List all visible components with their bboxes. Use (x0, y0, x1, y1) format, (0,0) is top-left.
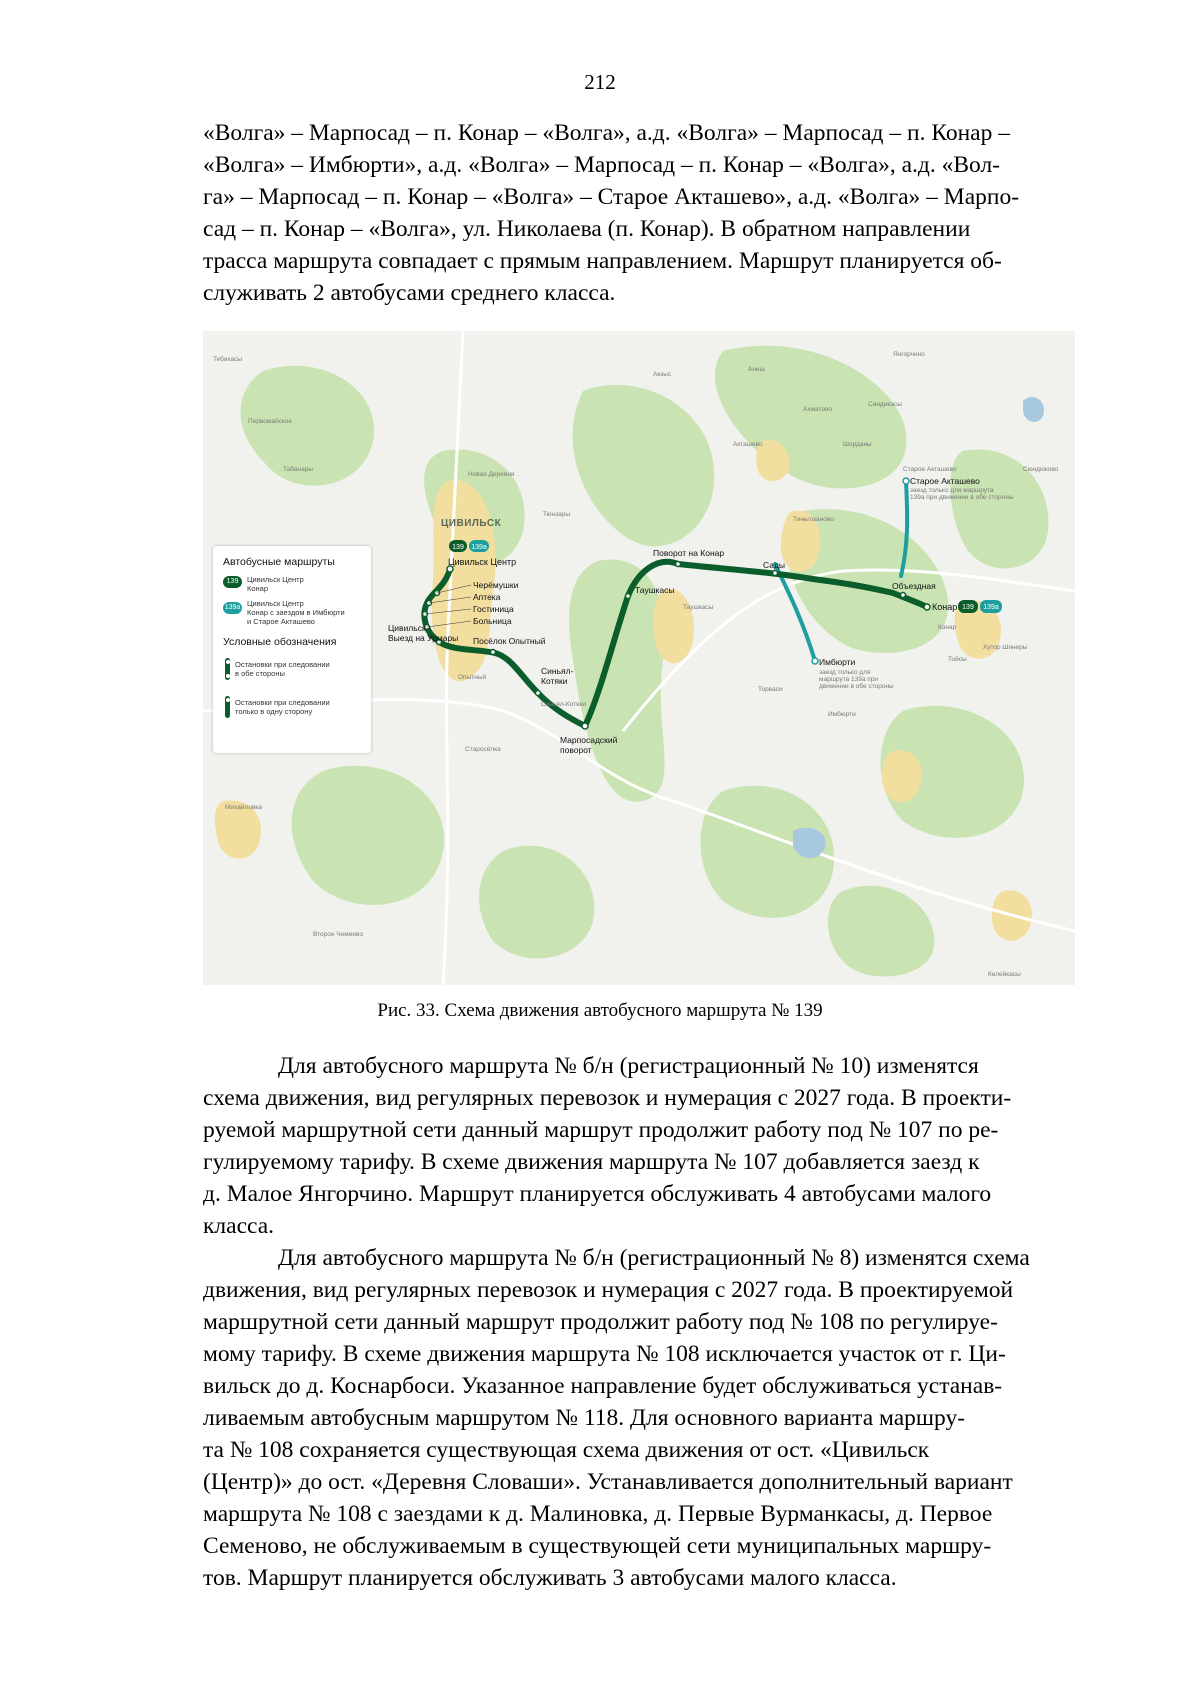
text-line: «Волга» – Имбюрти», а.д. «Волга» – Марпосад – п. Конар – «Волга», а.д. «Вол- (203, 152, 1000, 178)
stop-label-posyolok-opytny: Посёлок Опытный (473, 636, 546, 646)
village-label: Тойсы (948, 656, 967, 663)
village-label: Старое Акташево (903, 466, 957, 473)
map-legend (213, 546, 371, 753)
village-label: Первомайское (248, 418, 293, 425)
note-staroe-2: 139а при движении в обе стороны (910, 494, 1014, 501)
text-line: Для автобусного маршрута № б/н (регистрационный № 10) изменятся (278, 1053, 979, 1079)
village-label: Старосёлка (465, 746, 501, 753)
legend-text-line: и Старое Акташево (247, 617, 315, 626)
route-map (203, 331, 1075, 985)
text-line: класса. (203, 1213, 275, 1239)
city-label: ЦИВИЛЬСК (441, 518, 502, 529)
village-label: Келейкасы (988, 971, 1021, 978)
stop-label-vyezd-1: Цивильск– (388, 623, 431, 633)
text-line: «Волга» – Марпосад – п. Конар – «Волга», а.д. «Волга» – Марпосад – п. Конар – (203, 120, 1010, 146)
stop-label-obezdnaya: Объездная (892, 581, 936, 591)
stop-label-sady: Сады (763, 560, 786, 570)
legend-route-139-text (247, 575, 367, 593)
stop-dot-icon (226, 698, 230, 702)
stop-marker (812, 658, 818, 664)
text-line: Семеново, не обслуживаемым в существующей сети муниципальных маршру- (203, 1533, 992, 1559)
stop-marker (582, 723, 588, 729)
stop-dot-icon (226, 660, 230, 664)
village-label: Имбюрти (828, 711, 856, 718)
badge-139-text: 139 (452, 544, 464, 551)
text-line: движения, вид регулярных перевозок и нумерация с 2027 года. В проектируемой (203, 1277, 1014, 1303)
page-number: 212 (584, 70, 616, 94)
legend-symbols-title: Условные обозначения (223, 636, 337, 648)
text-line: схема движения, вид регулярных перевозок и нумерация с 2027 года. В проекти- (203, 1085, 1012, 1111)
stop-label-vyezd-2: Выезд на Урмары (388, 633, 459, 643)
village-label: Таушкасы (683, 604, 714, 611)
paragraph-route-139-continued (203, 117, 1123, 309)
stop-label-taushkasy: Таушкасы (635, 585, 675, 595)
stop-label-staroe-aktashevo: Старое Акташево (910, 476, 980, 486)
text-line: сад – п. Конар – «Волга», ул. Николаева (п. Конар). В обратном направлении (203, 216, 971, 242)
note-imbyurti-3: движении в обе стороны (819, 683, 894, 690)
stop-marker (901, 593, 906, 598)
village-label: Хутор Шинеры (983, 644, 1028, 651)
text-line: маршрутной сети данный маршрут продолжит работу под № 108 по регулируе- (203, 1309, 998, 1335)
legend-text-line: Цивильск Центр (247, 599, 304, 608)
badge-139a-end-text: 139а (983, 604, 999, 611)
stop-marker (773, 571, 778, 576)
legend-route-139a-text (247, 599, 367, 626)
legend-text-line: Конар (247, 584, 269, 593)
stop-label-tsivilsk-center: Цивильск Центр (448, 557, 517, 567)
village-label: Аниш (748, 366, 765, 373)
legend-stop-one-text (235, 698, 365, 716)
village-label: Опытный (458, 674, 487, 681)
village-label: Михайловка (225, 804, 263, 811)
legend-badge-139a: 139а (223, 602, 242, 614)
text-line: ливаемым автобусным маршрутом № 118. Для основного варианта маршру- (203, 1405, 966, 1431)
legend-text-line: Остановки при следовании (235, 660, 330, 669)
text-line: тов. Маршрут планируется обслуживать 3 автобусами малого класса. (203, 1565, 897, 1591)
village-label: Новая Деревня (468, 471, 515, 478)
text-line: та № 108 сохраняется существующая схема движения от ост. «Цивильск (203, 1437, 930, 1463)
stop-marker (676, 562, 681, 567)
village-label: Торваси (758, 686, 783, 693)
village-label: Тюнзары (543, 511, 571, 518)
text-line: д. Малое Янгорчино. Маршрут планируется обслуживать 4 автобусами малого (203, 1181, 992, 1207)
village-label: Ахматово (803, 406, 833, 413)
stop-label-gostinitsa: Гостиница (473, 604, 514, 614)
stop-both-icon (225, 658, 230, 680)
village-label: Шорданы (843, 441, 872, 448)
stop-label-marposad-1: Марпосадский (560, 735, 618, 745)
village-label: Акзыс (653, 371, 672, 378)
stop-label-povorot-konar: Поворот на Конар (653, 548, 725, 558)
text-line: га» – Марпосад – п. Конар – «Волга» – Старое Акташево», а.д. «Волга» – Марпо- (203, 184, 1020, 210)
text-line: руемой маршрутной сети данный маршрут продолжит работу под № 107 по ре- (203, 1117, 999, 1143)
paragraphs-routes-107-108 (203, 1050, 1123, 1594)
text-line: трасса маршрута совпадает с прямым направлением. Маршрут планируется об- (203, 248, 1002, 274)
note-imbyurti-2: маршрута 139а при (819, 676, 879, 683)
badge-139-end-text: 139 (962, 604, 974, 611)
text-line: гулируемому тарифу. В схеме движения маршрута № 107 добавляется заезд к (203, 1149, 980, 1175)
stop-marker (491, 650, 496, 655)
text-line: служивать 2 автобусами среднего класса. (203, 280, 616, 306)
village-label: Акташево (733, 441, 763, 448)
text-line: вильск до д. Коснарбоси. Указанное направление будет обслуживаться устанав- (203, 1373, 1003, 1399)
stop-label-apteka: Аптека (473, 592, 501, 602)
stop-marker (536, 691, 541, 696)
text-line: мому тарифу. В схеме движения маршрута № 108 исключается участок от г. Ци- (203, 1341, 1006, 1367)
legend-text-line: в обе стороны (235, 669, 285, 678)
legend-text-line: Остановки при следовании (235, 698, 330, 707)
stop-dot-icon (226, 674, 230, 678)
stop-marker (626, 594, 631, 599)
village-label: Тиньгозаново (793, 516, 834, 523)
stop-marker (924, 604, 930, 610)
text-line: маршрута № 108 с заездами к д. Малиновка, д. Первые Вурманкасы, д. Первое (203, 1501, 993, 1527)
stop-label-sinyal-2: Котяки (541, 676, 568, 686)
village-label: Второе Чемеево (313, 931, 363, 938)
village-label: Тебикасы (213, 356, 243, 363)
village-label: Табанары (283, 466, 313, 473)
legend-text-line: Цивильск Центр (247, 575, 304, 584)
legend-badge-139: 139 (223, 576, 242, 588)
stop-label-bolnitsa: Больница (473, 616, 512, 626)
stop-label-imbyurti: Имбюрти (819, 657, 856, 667)
stop-label-marposad-2: поворот (560, 745, 592, 755)
village-label: Синьял-Котяки (541, 701, 587, 708)
stop-one-icon (225, 696, 230, 718)
stop-label-konar: Конар (932, 602, 958, 612)
legend-title: Автобусные маршруты (223, 556, 335, 568)
village-label: Сюндюково (1023, 466, 1059, 473)
note-staroe-1: заезд только для маршрута (910, 487, 994, 494)
legend-stop-both-text (235, 660, 365, 678)
legend-text-line: только в одну сторону (235, 707, 313, 716)
stop-label-cheryomushki: Черёмушки (473, 580, 519, 590)
text-line: (Центр)» до ост. «Деревня Словаши». Устанавливается дополнительный вариант (203, 1469, 1013, 1495)
village-label: Синдикасы (868, 401, 902, 408)
note-imbyurti-1: заезд только для (819, 669, 871, 676)
stop-marker (903, 478, 909, 484)
village-label: Янгорчино (893, 351, 925, 358)
stop-label-sinyal-1: Синьял- (541, 666, 574, 676)
legend-text-line: Конар с заездом в Имбюрти (247, 608, 345, 617)
text-line: Для автобусного маршрута № б/н (регистрационный № 8) изменятся схема (278, 1245, 1030, 1271)
village-label: Конар (938, 624, 957, 631)
figure-caption: Рис. 33. Схема движения автобусного маршрута № 139 (377, 1000, 823, 1021)
badge-139a-text: 139а (471, 544, 487, 551)
